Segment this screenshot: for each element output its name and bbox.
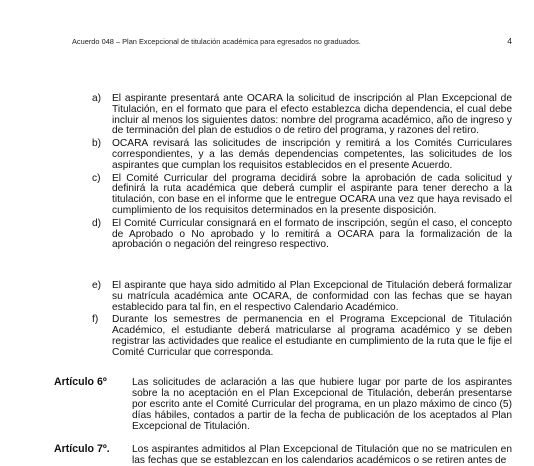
list-item-text: Durante los semestres de permanencia en el Programa Excepcional de Titulación Académico, el estudiante deberá matricularse al programa académico y se deben registrar las actividades que realice el estudiante en cumplimiento de la ruta que le fije el Comité Curricular que corresponda. — [112, 314, 512, 358]
list-item — [92, 138, 512, 171]
list-item — [92, 172, 512, 217]
procedure-list-a — [92, 93, 512, 253]
list-item — [92, 280, 512, 313]
list-marker: d) — [92, 217, 102, 229]
article-label: Artículo 7º. — [54, 443, 110, 455]
list-item-text: El aspirante que haya sido admitido al Plan Excepcional de Titulación deberá formalizar su matrícula académica ante OCARA, de conformidad con las fechas que se hayan establecido para tal fin, en el respectivo Calendario Académico. — [112, 280, 512, 313]
list-item-text: El Comité Curricular consignará en el formato de inscripción, según el caso, el concepto de Aprobado o No aprobado y lo remitirá a OCARA para la formalización de la aprobación o negación del reingreso respectivo. — [112, 217, 512, 251]
list-item-text: El Comité Curricular del programa decidirá sobre la aprobación de cada solicitud y definirá la ruta académica que deberá cumplir el aspirante para tener derecho a la titulación, con base en el informe que le entregue OCARA una vez que haya revisado el cumplimiento de los requisitos determinados en la presente disposición. — [112, 172, 512, 216]
list-marker: c) — [92, 172, 101, 184]
article-label: Artículo 6º — [54, 376, 107, 388]
list-marker: b) — [92, 138, 102, 150]
procedure-list-b — [92, 280, 512, 361]
article-text: Las solicitudes de aclaración a las que hubiere lugar por parte de los aspirantes sobre la no aceptación en el Plan Excepcional de Titulación, deberán presentarse por escrito ante el Comité Curricular del programa, en un plazo máximo de cinco (5) días hábiles, contados a partir de la fecha de publicación de los aceptados al Plan Excepcional de Titulación. — [132, 377, 512, 432]
list-marker: f) — [92, 314, 99, 326]
page-number: 4 — [507, 36, 512, 46]
article-text: Los aspirantes admitidos al Plan Excepcional de Titulación que no se matriculen en las fechas que se establezcan en los calendarios académicos o se retiren antes de — [132, 444, 512, 466]
article-6 — [54, 377, 512, 432]
list-marker: a) — [92, 93, 102, 104]
list-marker: e) — [92, 280, 102, 291]
list-item-text: El aspirante presentará ante OCARA la solicitud de inscripción al Plan Excepcional de Titulación, en el formato que para el efecto establezca dicha dependencia, el cual debe incluir al menos los siguientes datos: nombre del programa académico, año de ingreso y de terminación del plan de estudios o de retiro del programa, y razones del retiro. — [112, 93, 512, 137]
list-item — [92, 93, 512, 137]
header-title: Acuerdo 048 – Plan Excepcional de titulación académica para egresados no graduados. — [72, 37, 361, 46]
list-item-text: OCARA revisará las solicitudes de inscripción y remitirá a los Comités Curriculares correspondientes, y a las demás dependencias competentes, las solicitudes de los aspirantes que cumplan los requisitos establecidos en el presente Acuerdo. — [112, 138, 512, 171]
list-item — [92, 217, 512, 251]
list-item — [92, 314, 512, 358]
article-7 — [54, 444, 512, 466]
